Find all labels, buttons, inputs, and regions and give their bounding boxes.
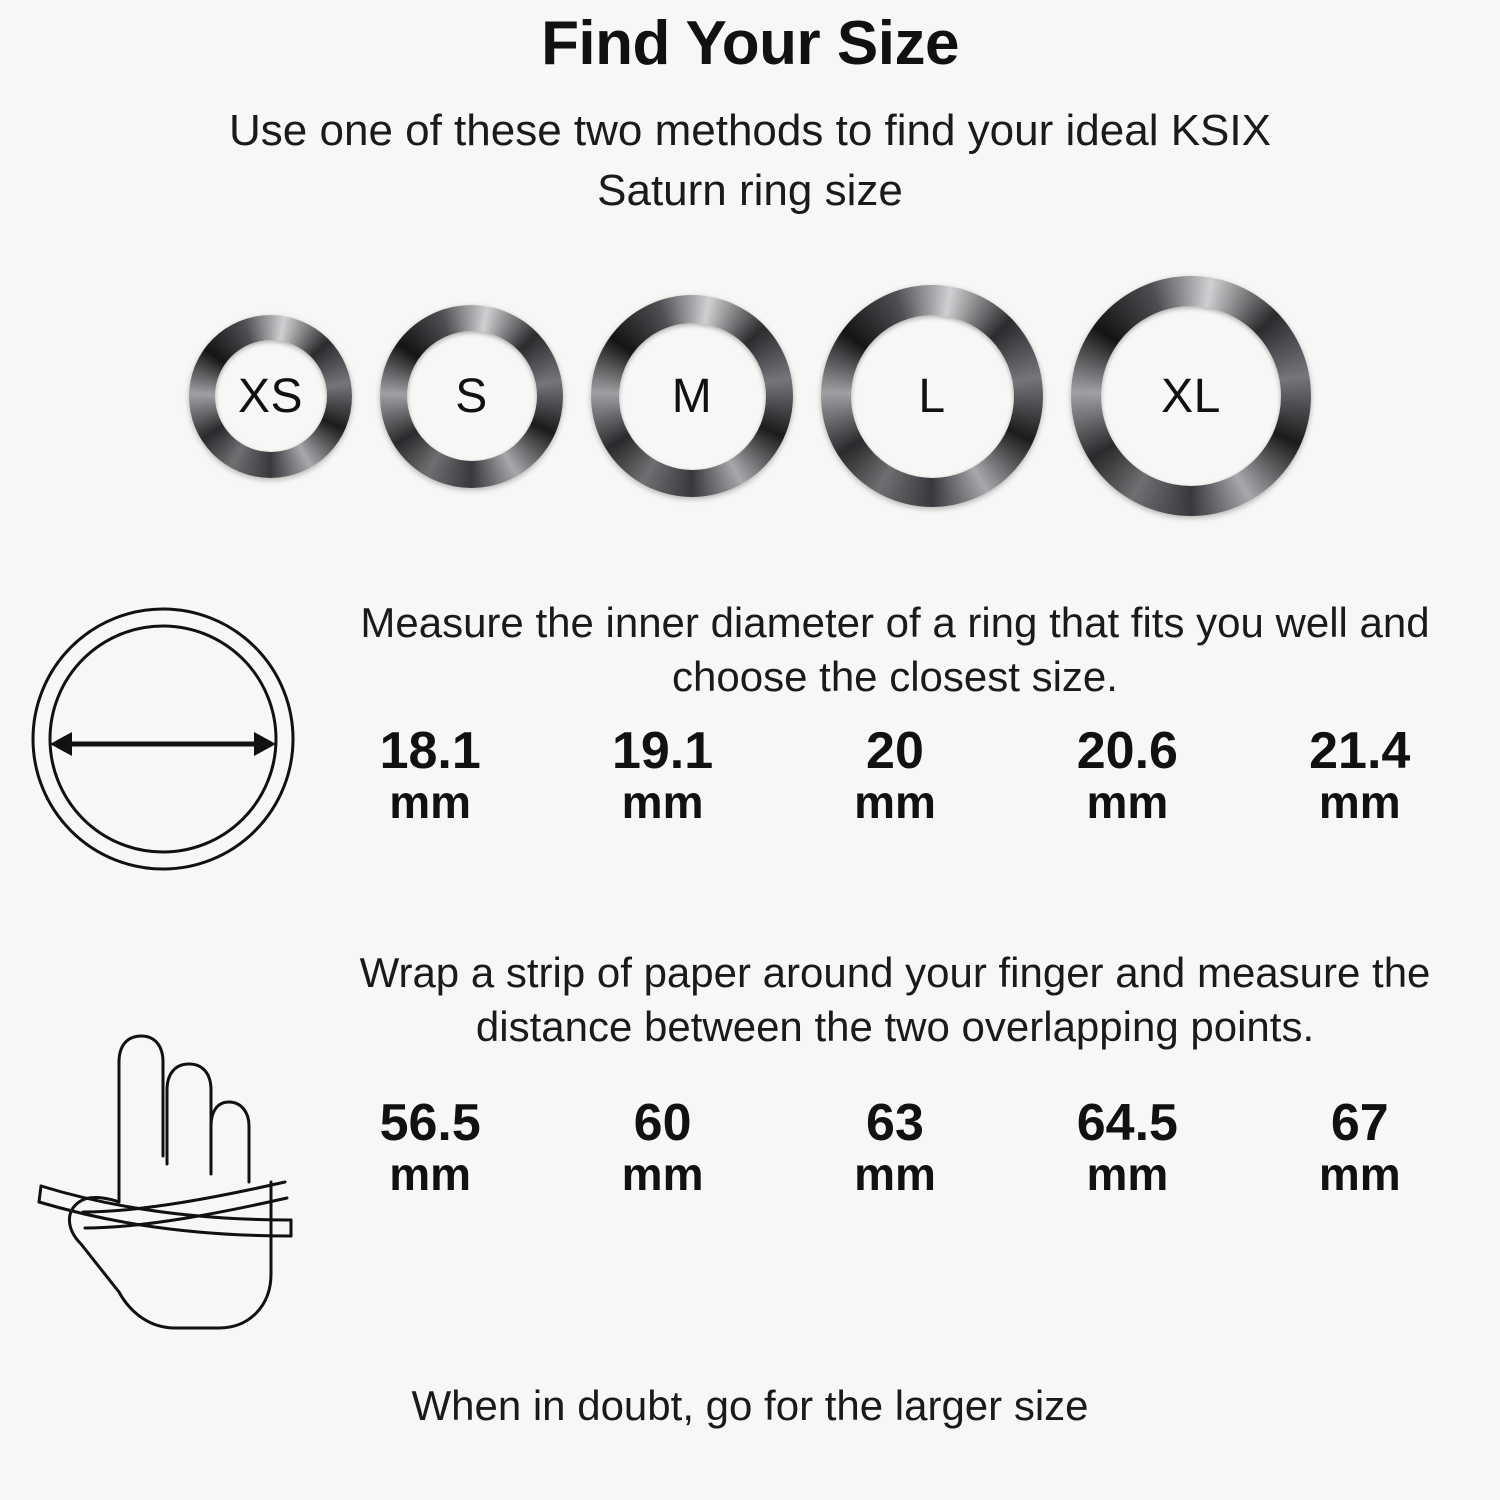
circumference-value-l [1011,1093,1243,1201]
ring-hole-xl [1101,306,1281,486]
diameter-number-s: 19.1 [611,721,714,780]
diameter-unit-m: mm [854,776,936,829]
ring-size-label-l: L [918,369,946,423]
ring-size-row [0,256,1500,536]
ring-size-m [591,295,793,497]
diameter-number-xs: 18.1 [379,721,481,780]
ring-size-label-s: S [455,369,488,423]
diameter-value-xl [1244,721,1476,829]
ring-hole-l [851,315,1014,478]
ring-hole-m [619,323,766,470]
diameter-unit-xs: mm [389,776,472,829]
circumference-value-xl [1244,1093,1476,1201]
diameter-number-m: 20 [866,721,924,780]
ring-size-label-xl: XL [1161,369,1221,423]
circumference-number-xl: 67 [1330,1093,1389,1152]
method-paper-strip-values [308,1093,1482,1201]
ring-illustration-s [380,305,563,488]
page-title: Find Your Size [541,9,959,78]
ring-hole-s [407,331,537,461]
ring-illustration-xl [1071,276,1311,516]
ring-illustration-l [821,285,1043,507]
method-paper-strip-body [308,946,1482,1201]
ring-size-xl [1071,276,1311,516]
footer-note: When in doubt, go for the larger size [411,1382,1089,1430]
diameter-value-xs [314,721,546,829]
circumference-unit-xl: mm [1318,1148,1401,1201]
circumference-number-s: 60 [633,1093,692,1152]
diameter-value-s [546,721,778,829]
ring-size-l [821,285,1043,507]
circumference-number-l: 64.5 [1076,1093,1178,1152]
ring-diameter-icon [18,596,308,874]
diameter-unit-l: mm [1086,776,1169,829]
diameter-unit-xl: mm [1318,776,1401,829]
page-header [0,0,1500,220]
circumference-value-m [779,1093,1011,1201]
circumference-number-m: 63 [866,1093,924,1152]
diameter-value-l [1011,721,1243,829]
method-inner-diameter-values [308,721,1482,829]
page-subtitle: Use one of these two methods to find your ideal KSIX Saturn ring size [229,106,1271,215]
ring-illustration-m [591,295,793,497]
circumference-unit-m: mm [854,1148,936,1201]
ring-illustration-xs [189,315,352,478]
diameter-unit-s: mm [621,776,704,829]
hand-paper-strip-icon [18,946,308,1336]
method-paper-strip-text: Wrap a strip of paper around your finger and measure the distance between the two overlapping points. [359,949,1431,1050]
method-inner-diameter-body [308,596,1482,829]
ring-size-s [380,305,563,488]
circumference-unit-s: mm [621,1148,704,1201]
diameter-number-l: 20.6 [1076,721,1178,780]
method-inner-diameter [0,596,1500,874]
ring-hole-xs [215,340,327,452]
circumference-number-xs: 56.5 [379,1093,481,1152]
ring-size-label-m: M [671,369,713,423]
method-inner-diameter-text: Measure the inner diameter of a ring that fits you well and choose the closest size. [360,599,1430,700]
circumference-unit-l: mm [1086,1148,1169,1201]
method-paper-strip [0,946,1500,1336]
circumference-value-s [546,1093,778,1201]
ring-size-label-xs: XS [237,369,304,423]
circumference-value-xs [314,1093,546,1201]
ring-size-xs [189,315,352,478]
diameter-value-m [779,721,1011,829]
diameter-number-xl: 21.4 [1309,721,1411,780]
circumference-unit-xs: mm [389,1148,472,1201]
